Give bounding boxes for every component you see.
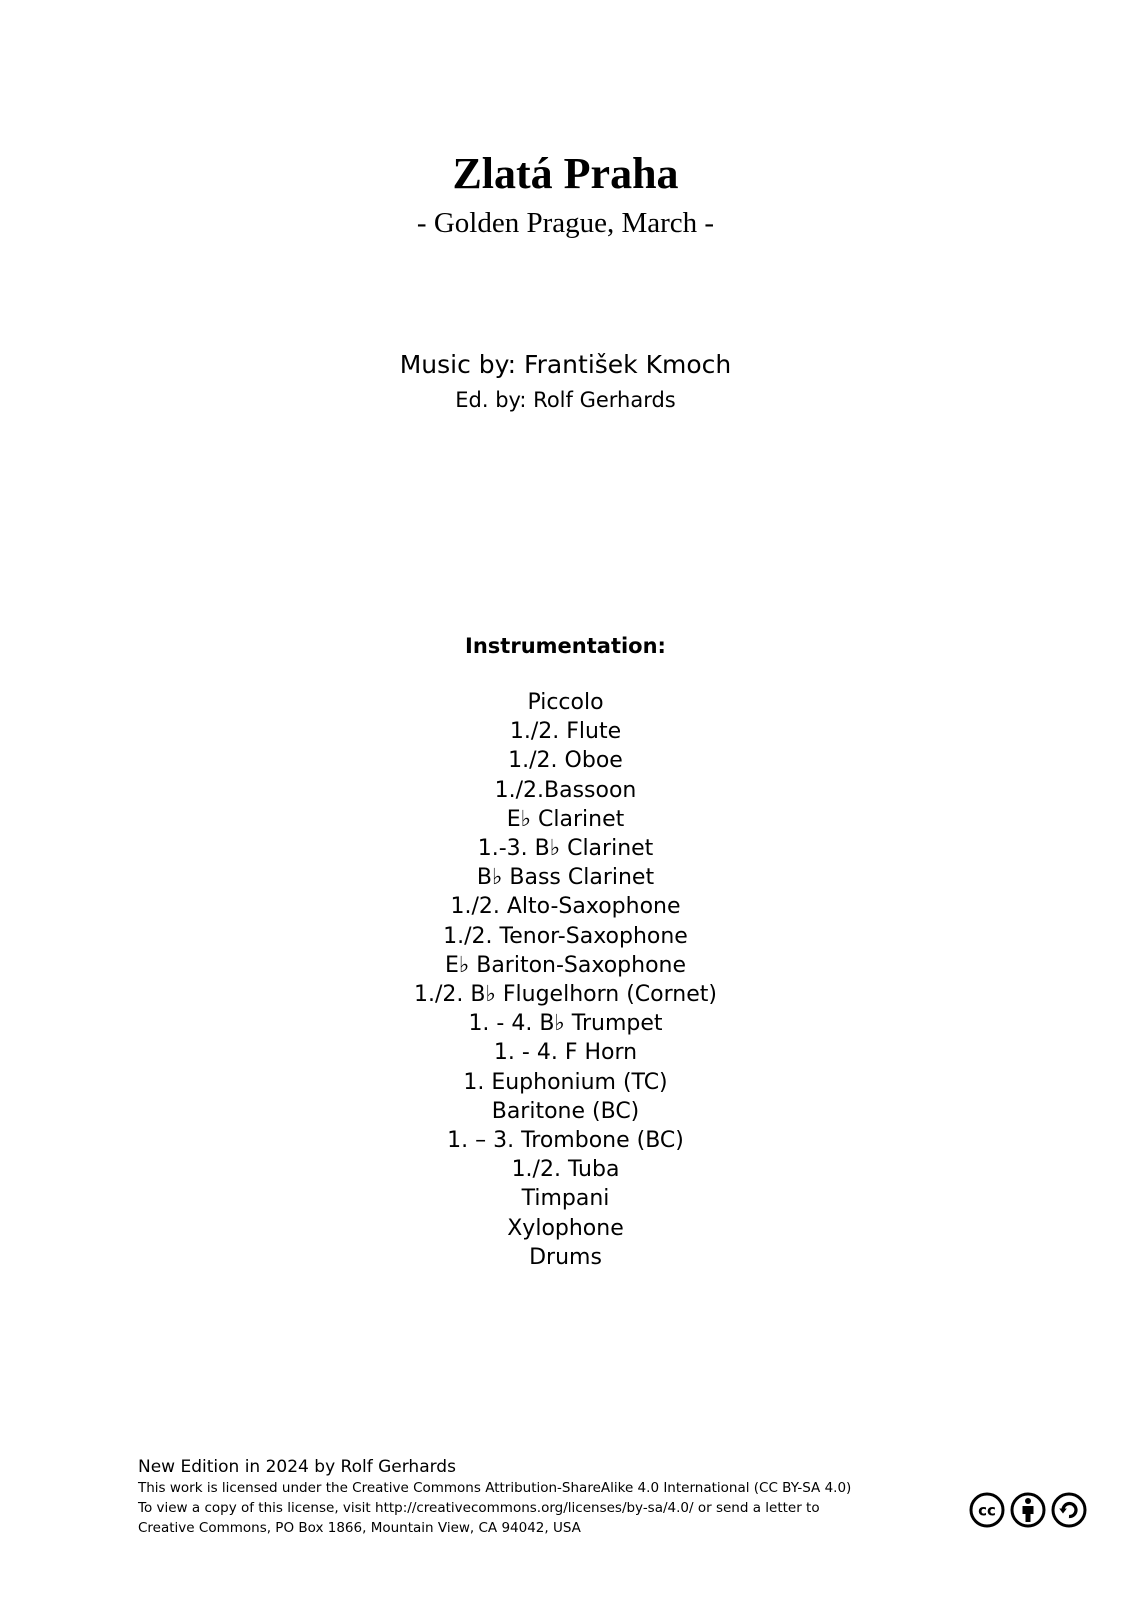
instrument-item: 1. Euphonium (TC) — [463, 1069, 668, 1095]
license-line: Creative Commons, PO Box 1866, Mountain View, CA 94042, USA — [138, 1520, 581, 1536]
instrumentation-list — [0, 688, 1131, 1272]
instrument-item: 1./2. Tenor-Saxophone — [443, 923, 688, 949]
instrument-item: 1./2. Oboe — [508, 748, 623, 774]
by-icon — [1012, 1494, 1044, 1526]
license-line: This work is licensed under the Creative Commons Attribution-ShareAlike 4.0 International (CC BY-SA 4.0) — [138, 1480, 852, 1496]
instrument-item: Xylophone — [507, 1215, 624, 1241]
instrumentation-heading: Instrumentation: — [465, 634, 666, 658]
editor-credit: Ed. by: Rolf Gerhards — [455, 388, 676, 412]
instrument-item: 1./2. Tuba — [511, 1157, 620, 1183]
page-title: Zlatá Praha — [452, 149, 679, 198]
edition-note: New Edition in 2024 by Rolf Gerhards — [138, 1457, 456, 1477]
license-footer — [138, 1456, 968, 1538]
instrument-item: E♭ Bariton-Saxophone — [444, 952, 687, 978]
instrument-item: 1. – 3. Trombone (BC) — [447, 1128, 684, 1154]
instrument-item: E♭ Clarinet — [506, 806, 625, 832]
instrument-item: Timpani — [521, 1186, 610, 1212]
instrument-item: Piccolo — [527, 690, 604, 715]
instrument-item: Drums — [529, 1244, 602, 1270]
instrument-item: 1./2. Alto-Saxophone — [450, 894, 681, 920]
instrument-item: 1./2. Flute — [509, 719, 622, 745]
instrument-item: B♭ Bass Clarinet — [476, 865, 655, 891]
instrument-item: Baritone (BC) — [491, 1098, 640, 1124]
cc-icon — [971, 1494, 1003, 1526]
composer-credit: Music by: František Kmoch — [399, 350, 732, 379]
instrument-item: 1./2. B♭ Flugelhorn (Cornet) — [414, 982, 717, 1008]
instrument-item: 1./2.Bassoon — [494, 777, 637, 803]
instrument-item: 1. - 4. B♭ Trumpet — [468, 1011, 663, 1037]
sa-icon — [1053, 1494, 1085, 1526]
cc-icon-label: cc — [978, 1501, 996, 1520]
instrument-item: 1. - 4. F Horn — [493, 1040, 638, 1066]
cc-by-sa-badges — [968, 1491, 1088, 1529]
instrument-item: 1.-3. B♭ Clarinet — [477, 836, 654, 862]
page-subtitle: - Golden Prague, March - — [416, 207, 715, 239]
license-line: To view a copy of this license, visit http://creativecommons.org/licenses/by-sa/4.0/ or send a letter to — [138, 1500, 820, 1516]
